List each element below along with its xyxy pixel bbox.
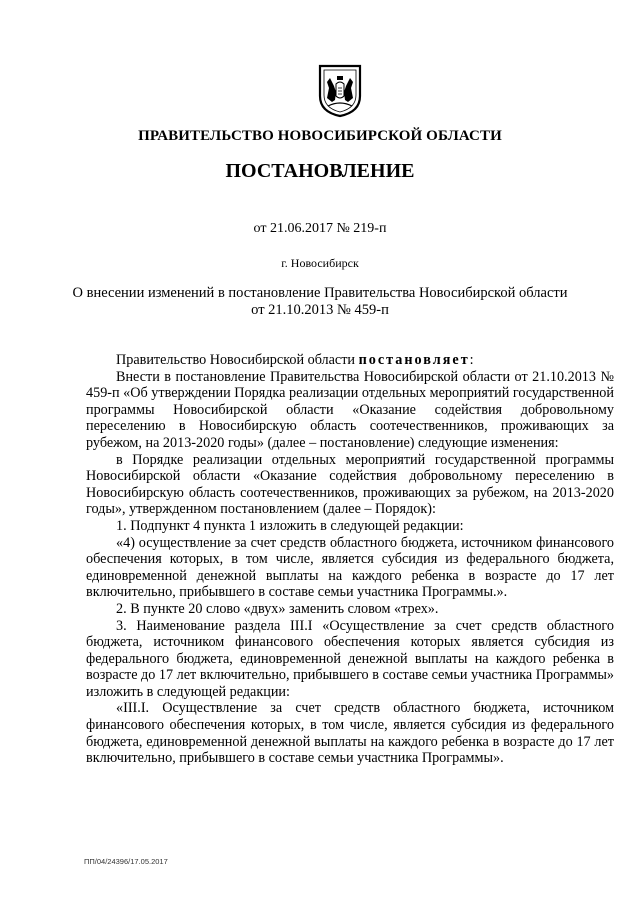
paragraph-6: 3. Наименование раздела III.I «Осуществление за счет средств областного бюджета, источником финансового обеспечения которых является субсидия из федерального бюджета, единовременной денежной выплаты на каждого ребенка в возрасте до 17 лет включительно, прибывшего в составе семьи участника Программы» изложить в следующей редакции: [86,617,614,700]
footer-code: ПП/04/24396/17.05.2017 [84,857,168,866]
intro-prefix: Правительство Новосибирской области [116,352,359,368]
intro-paragraph [86,352,614,369]
resolves-word: постановляет [358,352,470,368]
paragraph-3: 1. Подпункт 4 пункта 1 изложить в следующей редакции: [116,517,464,534]
document-subject [0,285,640,319]
paragraph-4: «4) осуществление за счет средств областного бюджета, источником финансового обеспечения которых, в том числе, является субсидия из федерального бюджета, единовременной денежной выплаты на каждого ребенка в возрасте до 17 лет включительно, прибывшего в составе семьи участника Программы.». [86,534,614,601]
document-type-title: ПОСТАНОВЛЕНИЕ [225,160,415,182]
document-body [86,352,614,767]
paragraph-1: Внести в постановление Правительства Новосибирской области от 21.10.2013 № 459-п «Об утверждении Порядка реализации отдельных мероприятий государственной программы Новосибирской области «Оказание содействия добровольному переселению в Новосибирскую область соотечественников, проживающих за рубежом, на 2013-2020 годы» (далее – постановление) следующие изменения: [86,368,614,451]
subject-line-2: от 21.10.2013 № 459-п [251,302,389,318]
organization-title: ПРАВИТЕЛЬСТВО НОВОСИБИРСКОЙ ОБЛАСТИ [138,128,502,144]
subject-line-1: О внесении изменений в постановление Правительства Новосибирской области [72,285,568,301]
date-number: от 21.06.2017 № 219-п [253,221,387,236]
paragraph-2: в Порядке реализации отдельных мероприятий государственной программы Новосибирской области «Оказание содействия добровольному переселению в Новосибирскую область соотечественников, проживающих за рубежом, на 2013-2020 годы», утвержденном постановлением (далее – Порядок): [86,451,614,518]
intro-suffix: : [469,352,474,368]
paragraph-5: 2. В пункте 20 слово «двух» заменить словом «трех». [116,600,439,617]
paragraph-7: «III.I. Осуществление за счет средств областного бюджета, источником финансового обеспечения которых, в том числе, является субсидия из федерального бюджета, единовременной денежной выплаты на каждого ребенка в возрасте до 17 лет включительно, прибывшего в составе семьи участника Программы». [86,700,614,767]
coat-of-arms-icon [316,62,364,118]
city-line: г. Новосибирск [281,256,359,270]
